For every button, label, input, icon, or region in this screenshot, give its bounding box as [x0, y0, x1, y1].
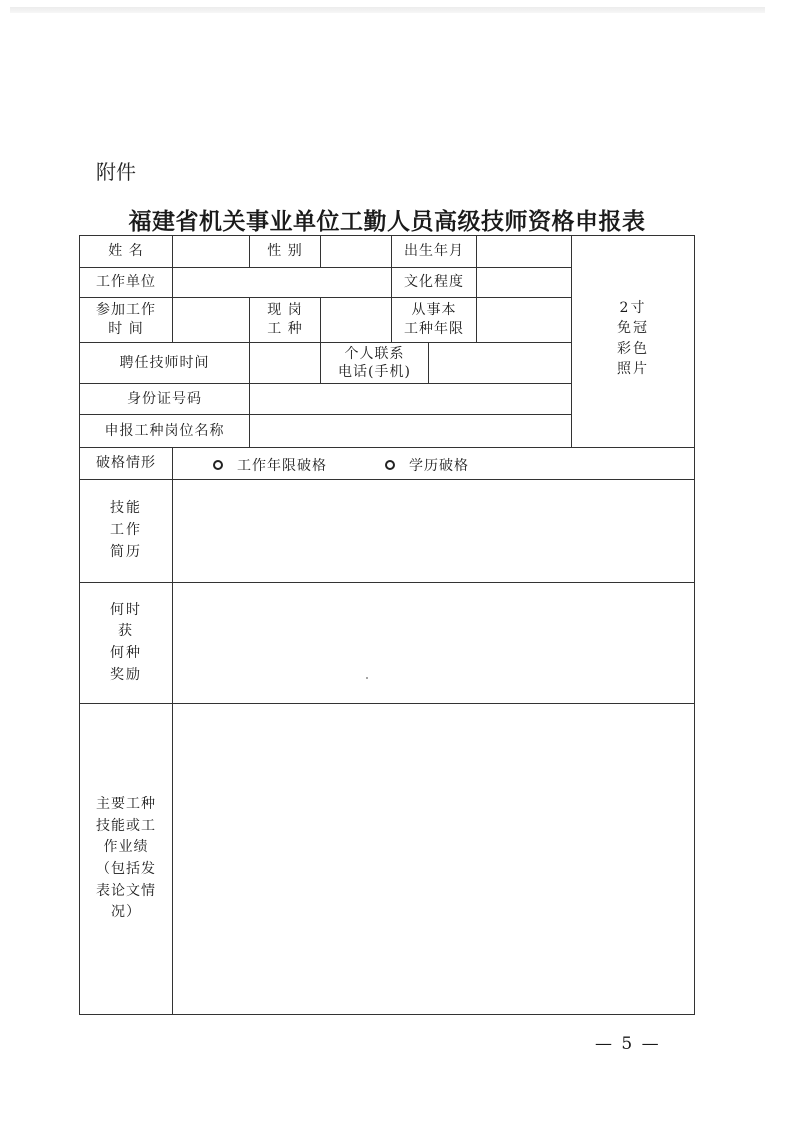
scan-speck [366, 677, 368, 679]
education-label: 文化程度 [391, 267, 477, 298]
education-field[interactable] [476, 267, 572, 298]
awards-field[interactable] [172, 582, 695, 704]
exception-option-label: 学历破格 [409, 458, 469, 474]
join-work-time-field[interactable] [172, 297, 250, 343]
years-in-trade-label: 从事本 工种年限 [391, 297, 477, 343]
attachment-label: 附件 [96, 160, 136, 184]
skills-history-field[interactable] [172, 479, 695, 583]
work-unit-field[interactable] [172, 267, 392, 298]
page-number: — 5 — [595, 1034, 661, 1054]
exception-option-label: 工作年限破格 [237, 458, 327, 474]
years-in-trade-field[interactable] [476, 297, 572, 343]
form-title: 福建省机关事业单位工勤人员高级技师资格申报表 [128, 208, 646, 235]
exception-option-education[interactable] [385, 455, 469, 475]
awards-label: 何时 获 何种 奖励 [79, 582, 173, 704]
achievements-field[interactable] [172, 703, 695, 1015]
gender-field[interactable] [320, 235, 392, 268]
trade-post-name-field[interactable] [249, 414, 572, 448]
trade-post-name-label: 申报工种岗位名称 [79, 414, 250, 448]
current-post-type-field[interactable] [320, 297, 392, 343]
contact-phone-label: 个人联系 电话(手机) [320, 342, 429, 384]
name-field[interactable] [172, 235, 250, 268]
join-work-time-label: 参加工作 时 间 [79, 297, 173, 343]
gender-label: 性 别 [249, 235, 321, 268]
birth-field[interactable] [476, 235, 572, 268]
achievements-label: 主要工种 技能或工 作业绩 （包括发 表论文情 况） [79, 703, 173, 1015]
contact-phone-field[interactable] [428, 342, 572, 384]
scan-edge [10, 7, 765, 13]
name-label: 姓 名 [79, 235, 173, 268]
radio-icon [213, 460, 223, 470]
radio-icon [385, 460, 395, 470]
exception-label: 破格情形 [79, 447, 173, 480]
skills-history-label: 技能 工作 简历 [79, 479, 173, 583]
work-unit-label: 工作单位 [79, 267, 173, 298]
current-post-type-label: 现 岗 工 种 [249, 297, 321, 343]
technician-hire-time-label: 聘任技师时间 [79, 342, 250, 384]
birth-label: 出生年月 [391, 235, 477, 268]
id-number-field[interactable] [249, 383, 572, 415]
technician-hire-time-field[interactable] [249, 342, 321, 384]
photo-placeholder[interactable]: 2寸 免冠 彩色 照片 [571, 235, 695, 448]
exception-option-work-years[interactable] [213, 455, 327, 475]
id-number-label: 身份证号码 [79, 383, 250, 415]
